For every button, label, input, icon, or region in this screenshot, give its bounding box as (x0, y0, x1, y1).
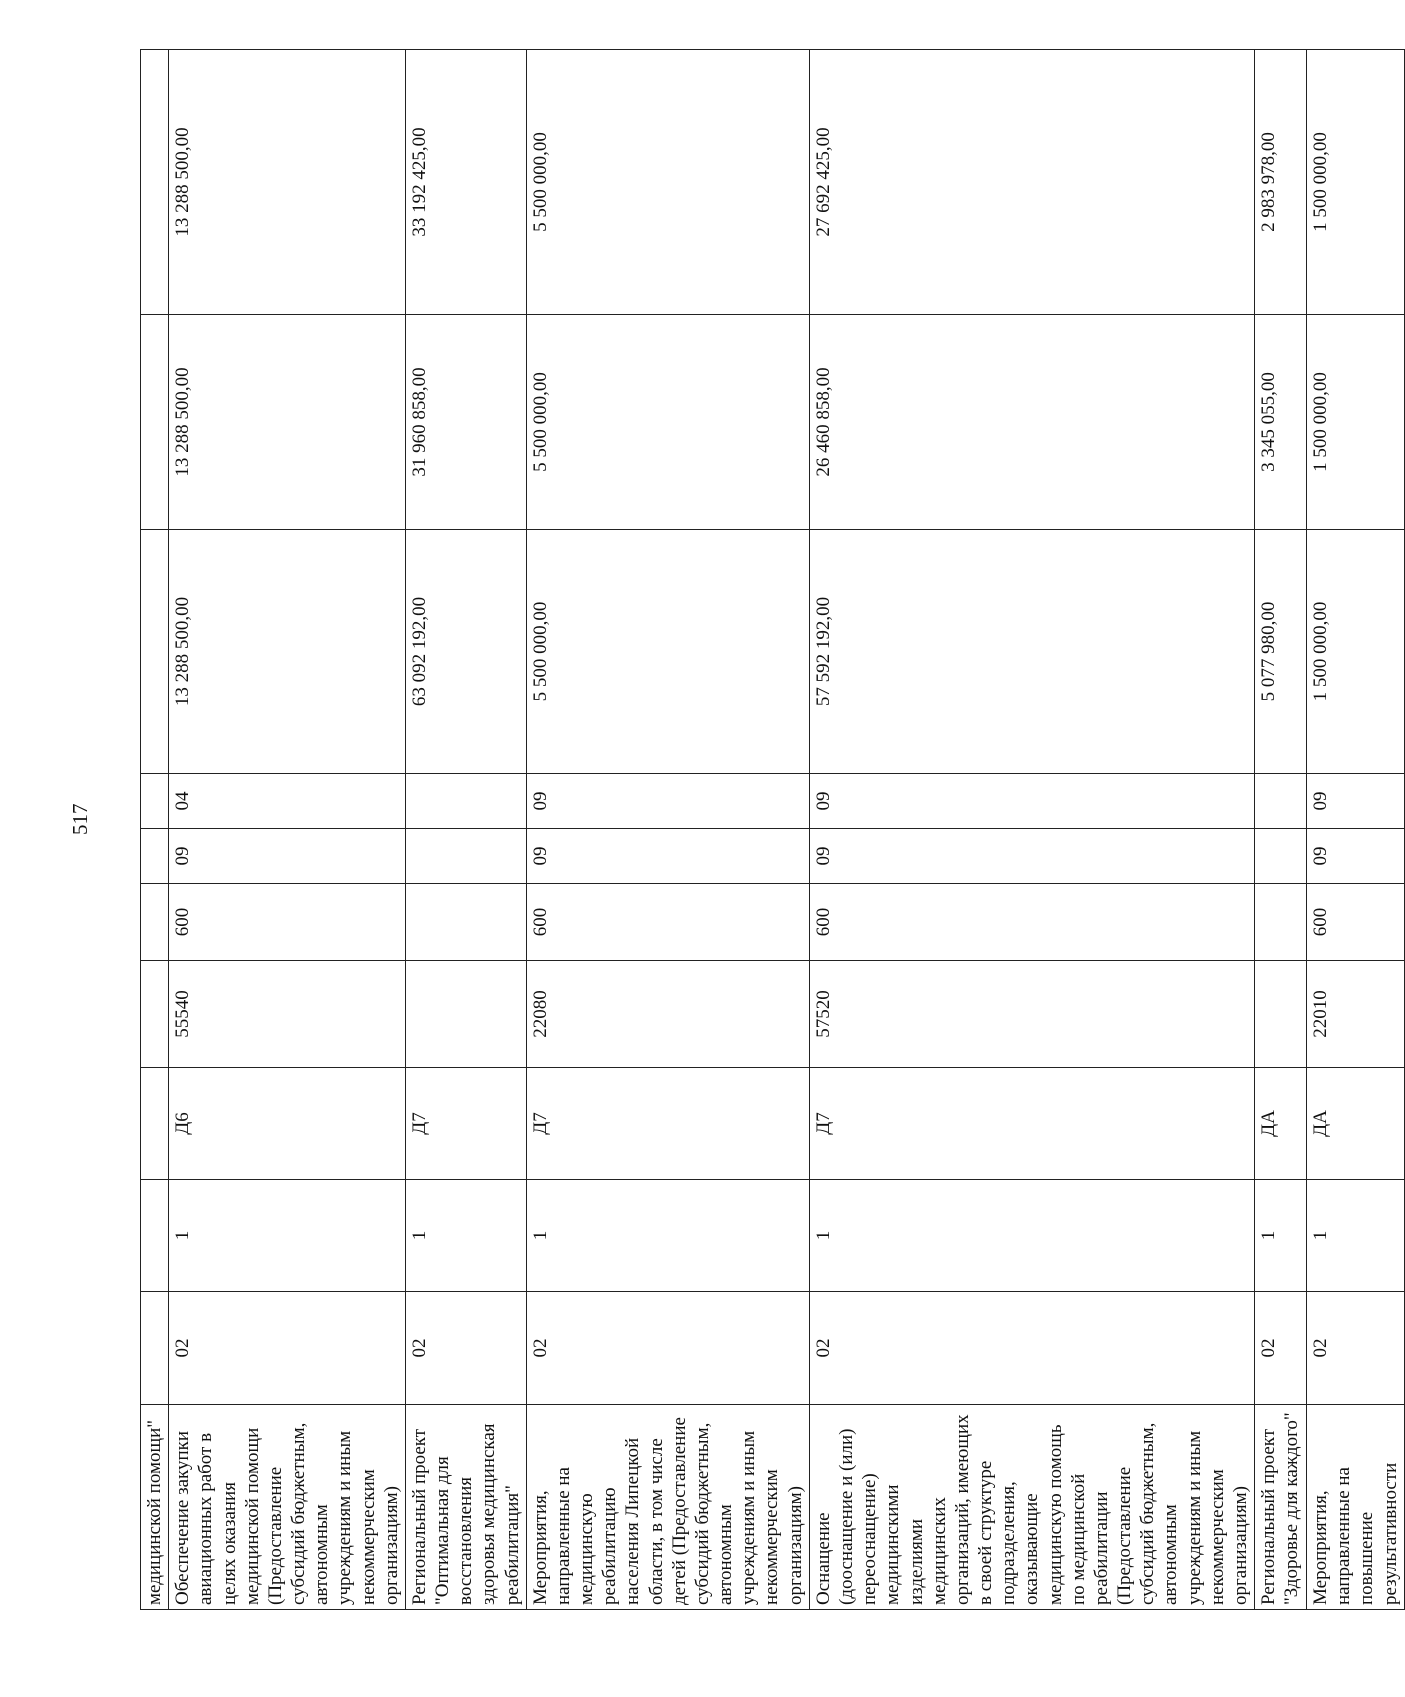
cell-code-subsection (141, 774, 169, 829)
cell-code-subsection: 09 (526, 774, 809, 829)
table-row (526, 50, 809, 1610)
cell-amount-3: 1 500 000,00 (1307, 50, 1405, 315)
cell-code-section: 09 (809, 829, 1254, 884)
cell-code-subprogram: 1 (1307, 1180, 1405, 1292)
cell-code-program: 02 (405, 1292, 526, 1405)
cell-code-direction: 22010 (1307, 961, 1405, 1068)
cell-code-subsection (405, 774, 526, 829)
cell-code-section (1255, 829, 1307, 884)
cell-amount-1: 57 592 192,00 (809, 530, 1254, 774)
cell-code-subprogram: 1 (1255, 1180, 1307, 1292)
table-row (141, 50, 169, 1610)
cell-code-subprogram: 1 (169, 1180, 406, 1292)
cell-code-project: ДА (1255, 1068, 1307, 1180)
table-row (169, 50, 406, 1610)
cell-code-program: 02 (809, 1292, 1254, 1405)
cell-name: медицинской помощи" (141, 1405, 169, 1610)
cell-code-subprogram: 1 (809, 1180, 1254, 1292)
cell-amount-3 (141, 50, 169, 315)
cell-amount-1: 1 500 000,00 (1307, 530, 1405, 774)
cell-code-expense-type: 600 (169, 884, 406, 961)
cell-name: Оснащение (дооснащение и (или) переоснащение) медицинскими изделиями медицинских организаций, имеющих в своей структуре подразделения, оказывающие медицинскую помощь по медицинской реабилитации (Предоставление субсидий бюджетным, автономным учреждениям и иным некоммерческим организациям) (809, 1405, 1254, 1610)
cell-name: Мероприятия, направленные на повышение результативности (1307, 1405, 1405, 1610)
cell-code-direction: 22080 (526, 961, 809, 1068)
cell-amount-1: 5 077 980,00 (1255, 530, 1307, 774)
cell-code-expense-type (405, 884, 526, 961)
cell-code-expense-type (1255, 884, 1307, 961)
cell-amount-3: 27 692 425,00 (809, 50, 1254, 315)
cell-code-subsection (1255, 774, 1307, 829)
cell-code-program: 02 (1255, 1292, 1307, 1405)
cell-amount-3: 5 500 000,00 (526, 50, 809, 315)
cell-code-direction (405, 961, 526, 1068)
cell-code-expense-type (141, 884, 169, 961)
cell-amount-1 (141, 530, 169, 774)
cell-code-subsection: 09 (809, 774, 1254, 829)
cell-name: Обеспечение закупки авиационных работ в целях оказания медицинской помощи (Предоставление субсидий бюджетным, автономным учреждениям и иным некоммерческим организациям) (169, 1405, 406, 1610)
cell-code-expense-type: 600 (526, 884, 809, 961)
cell-code-expense-type: 600 (809, 884, 1254, 961)
cell-code-project (141, 1068, 169, 1180)
cell-code-direction (1255, 961, 1307, 1068)
table-row (405, 50, 526, 1610)
cell-code-program: 02 (526, 1292, 809, 1405)
cell-amount-1: 63 092 192,00 (405, 530, 526, 774)
table-row (809, 50, 1254, 1610)
cell-code-section (405, 829, 526, 884)
cell-amount-2 (141, 315, 169, 530)
cell-amount-1: 5 500 000,00 (526, 530, 809, 774)
table-row (1307, 50, 1405, 1610)
cell-code-subsection: 09 (1307, 774, 1405, 829)
cell-code-expense-type: 600 (1307, 884, 1405, 961)
cell-code-direction (141, 961, 169, 1068)
cell-code-project: Д7 (405, 1068, 526, 1180)
budget-table-container (140, 50, 1401, 1610)
cell-code-section (141, 829, 169, 884)
cell-code-program: 02 (169, 1292, 406, 1405)
cell-code-subprogram: 1 (526, 1180, 809, 1292)
cell-code-subprogram: 1 (405, 1180, 526, 1292)
cell-amount-3: 33 192 425,00 (405, 50, 526, 315)
cell-code-project: Д7 (809, 1068, 1254, 1180)
cell-code-section: 09 (1307, 829, 1405, 884)
budget-table (140, 49, 1405, 1610)
cell-amount-1: 13 288 500,00 (169, 530, 406, 774)
cell-amount-2: 1 500 000,00 (1307, 315, 1405, 530)
cell-amount-2: 3 345 055,00 (1255, 315, 1307, 530)
cell-code-project: Д7 (526, 1068, 809, 1180)
cell-code-project: ДА (1307, 1068, 1405, 1180)
cell-code-section: 09 (169, 829, 406, 884)
cell-amount-3: 13 288 500,00 (169, 50, 406, 315)
cell-code-subsection: 04 (169, 774, 406, 829)
cell-code-program: 02 (1307, 1292, 1405, 1405)
cell-code-direction: 55540 (169, 961, 406, 1068)
cell-amount-2: 31 960 858,00 (405, 315, 526, 530)
cell-name: Региональный проект "Оптимальная для восстановления здоровья медицинская реабилитация" (405, 1405, 526, 1610)
cell-code-project: Д6 (169, 1068, 406, 1180)
page-number: 517 (68, 803, 92, 835)
cell-code-direction: 57520 (809, 961, 1254, 1068)
cell-code-section: 09 (526, 829, 809, 884)
cell-amount-2: 26 460 858,00 (809, 315, 1254, 530)
cell-name: Региональный проект "Здоровье для каждого" (1255, 1405, 1307, 1610)
cell-name: Мероприятия, направленные на медицинскую реабилитацию населения Липецкой области, в том числе детей (Предоставление субсидий бюджетным, автономным учреждениям и иным некоммерческим организациям) (526, 1405, 809, 1610)
cell-code-subprogram (141, 1180, 169, 1292)
table-row (1255, 50, 1307, 1610)
cell-amount-2: 13 288 500,00 (169, 315, 406, 530)
cell-code-program (141, 1292, 169, 1405)
cell-amount-2: 5 500 000,00 (526, 315, 809, 530)
cell-amount-3: 2 983 978,00 (1255, 50, 1307, 315)
